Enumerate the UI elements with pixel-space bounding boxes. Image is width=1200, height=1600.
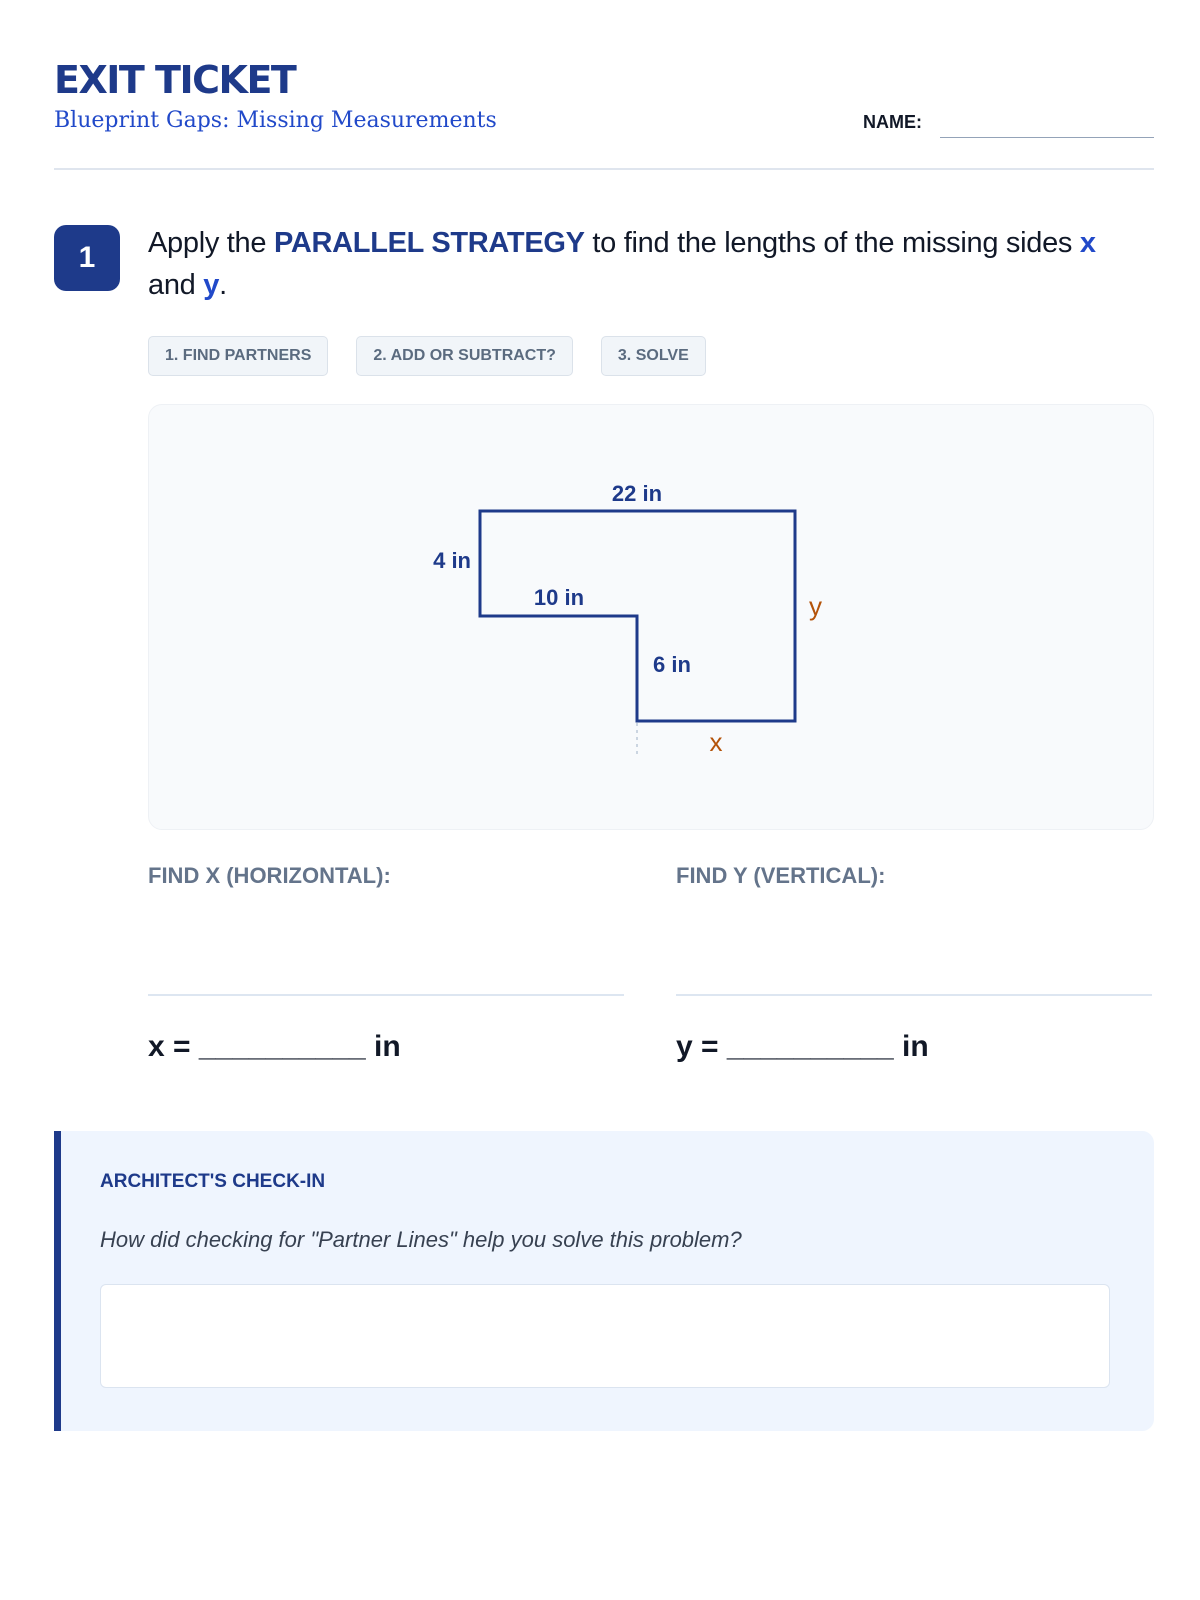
page-title: EXIT TICKET bbox=[54, 58, 296, 102]
diagram-card bbox=[148, 404, 1154, 830]
find-y-work-line[interactable] bbox=[676, 994, 1152, 996]
inner-horizontal-label: 10 in bbox=[533, 585, 585, 610]
left-side-label: 4 in bbox=[433, 548, 471, 573]
find-x-work-line[interactable] bbox=[148, 994, 624, 996]
unknown-x-label: x bbox=[709, 727, 723, 757]
top-side-label: 22 in bbox=[611, 481, 663, 506]
question-prompt bbox=[148, 222, 1148, 306]
variable-y: y bbox=[203, 269, 220, 301]
check-in-title: ARCHITECT'S CHECK-IN bbox=[100, 1171, 326, 1192]
step-chip-solve: 3. SOLVE bbox=[601, 336, 706, 376]
question-number-badge: 1 bbox=[54, 225, 120, 291]
header-divider bbox=[54, 168, 1154, 170]
find-y-label: FIND Y (VERTICAL): bbox=[676, 863, 886, 888]
question-text-part: Apply the bbox=[148, 227, 274, 259]
check-in-question: How did checking for "Partner Lines" help you solve this problem? bbox=[100, 1227, 742, 1252]
strategy-name: PARALLEL STRATEGY bbox=[273, 227, 585, 259]
find-x-area bbox=[148, 862, 624, 890]
y-answer-blank[interactable]: y = __________ in bbox=[676, 1030, 929, 1063]
unknown-y-label: y bbox=[809, 591, 822, 621]
variable-x: x bbox=[1079, 227, 1096, 259]
question-text-part: to find the lengths of the missing sides bbox=[584, 227, 1080, 259]
l-shape-diagram bbox=[149, 405, 1153, 829]
x-answer-blank[interactable]: x = __________ in bbox=[148, 1030, 401, 1063]
question-text-part: . bbox=[219, 269, 227, 301]
architects-check-in bbox=[54, 1131, 1154, 1431]
find-y-area bbox=[676, 862, 1152, 890]
check-in-response-box[interactable] bbox=[100, 1284, 1110, 1388]
name-label: NAME: bbox=[863, 112, 922, 132]
inner-vertical-label: 6 in bbox=[653, 652, 691, 677]
page-subtitle: Blueprint Gaps: Missing Measurements bbox=[54, 108, 497, 133]
l-shape-outline bbox=[480, 511, 795, 721]
step-chip-find-partners: 1. FIND PARTNERS bbox=[148, 336, 328, 376]
strategy-steps bbox=[148, 336, 706, 376]
find-x-label: FIND X (HORIZONTAL): bbox=[148, 863, 391, 888]
name-field[interactable] bbox=[940, 137, 1154, 138]
step-chip-add-or-subtract: 2. ADD OR SUBTRACT? bbox=[356, 336, 573, 376]
question-text-part: and bbox=[148, 269, 204, 301]
